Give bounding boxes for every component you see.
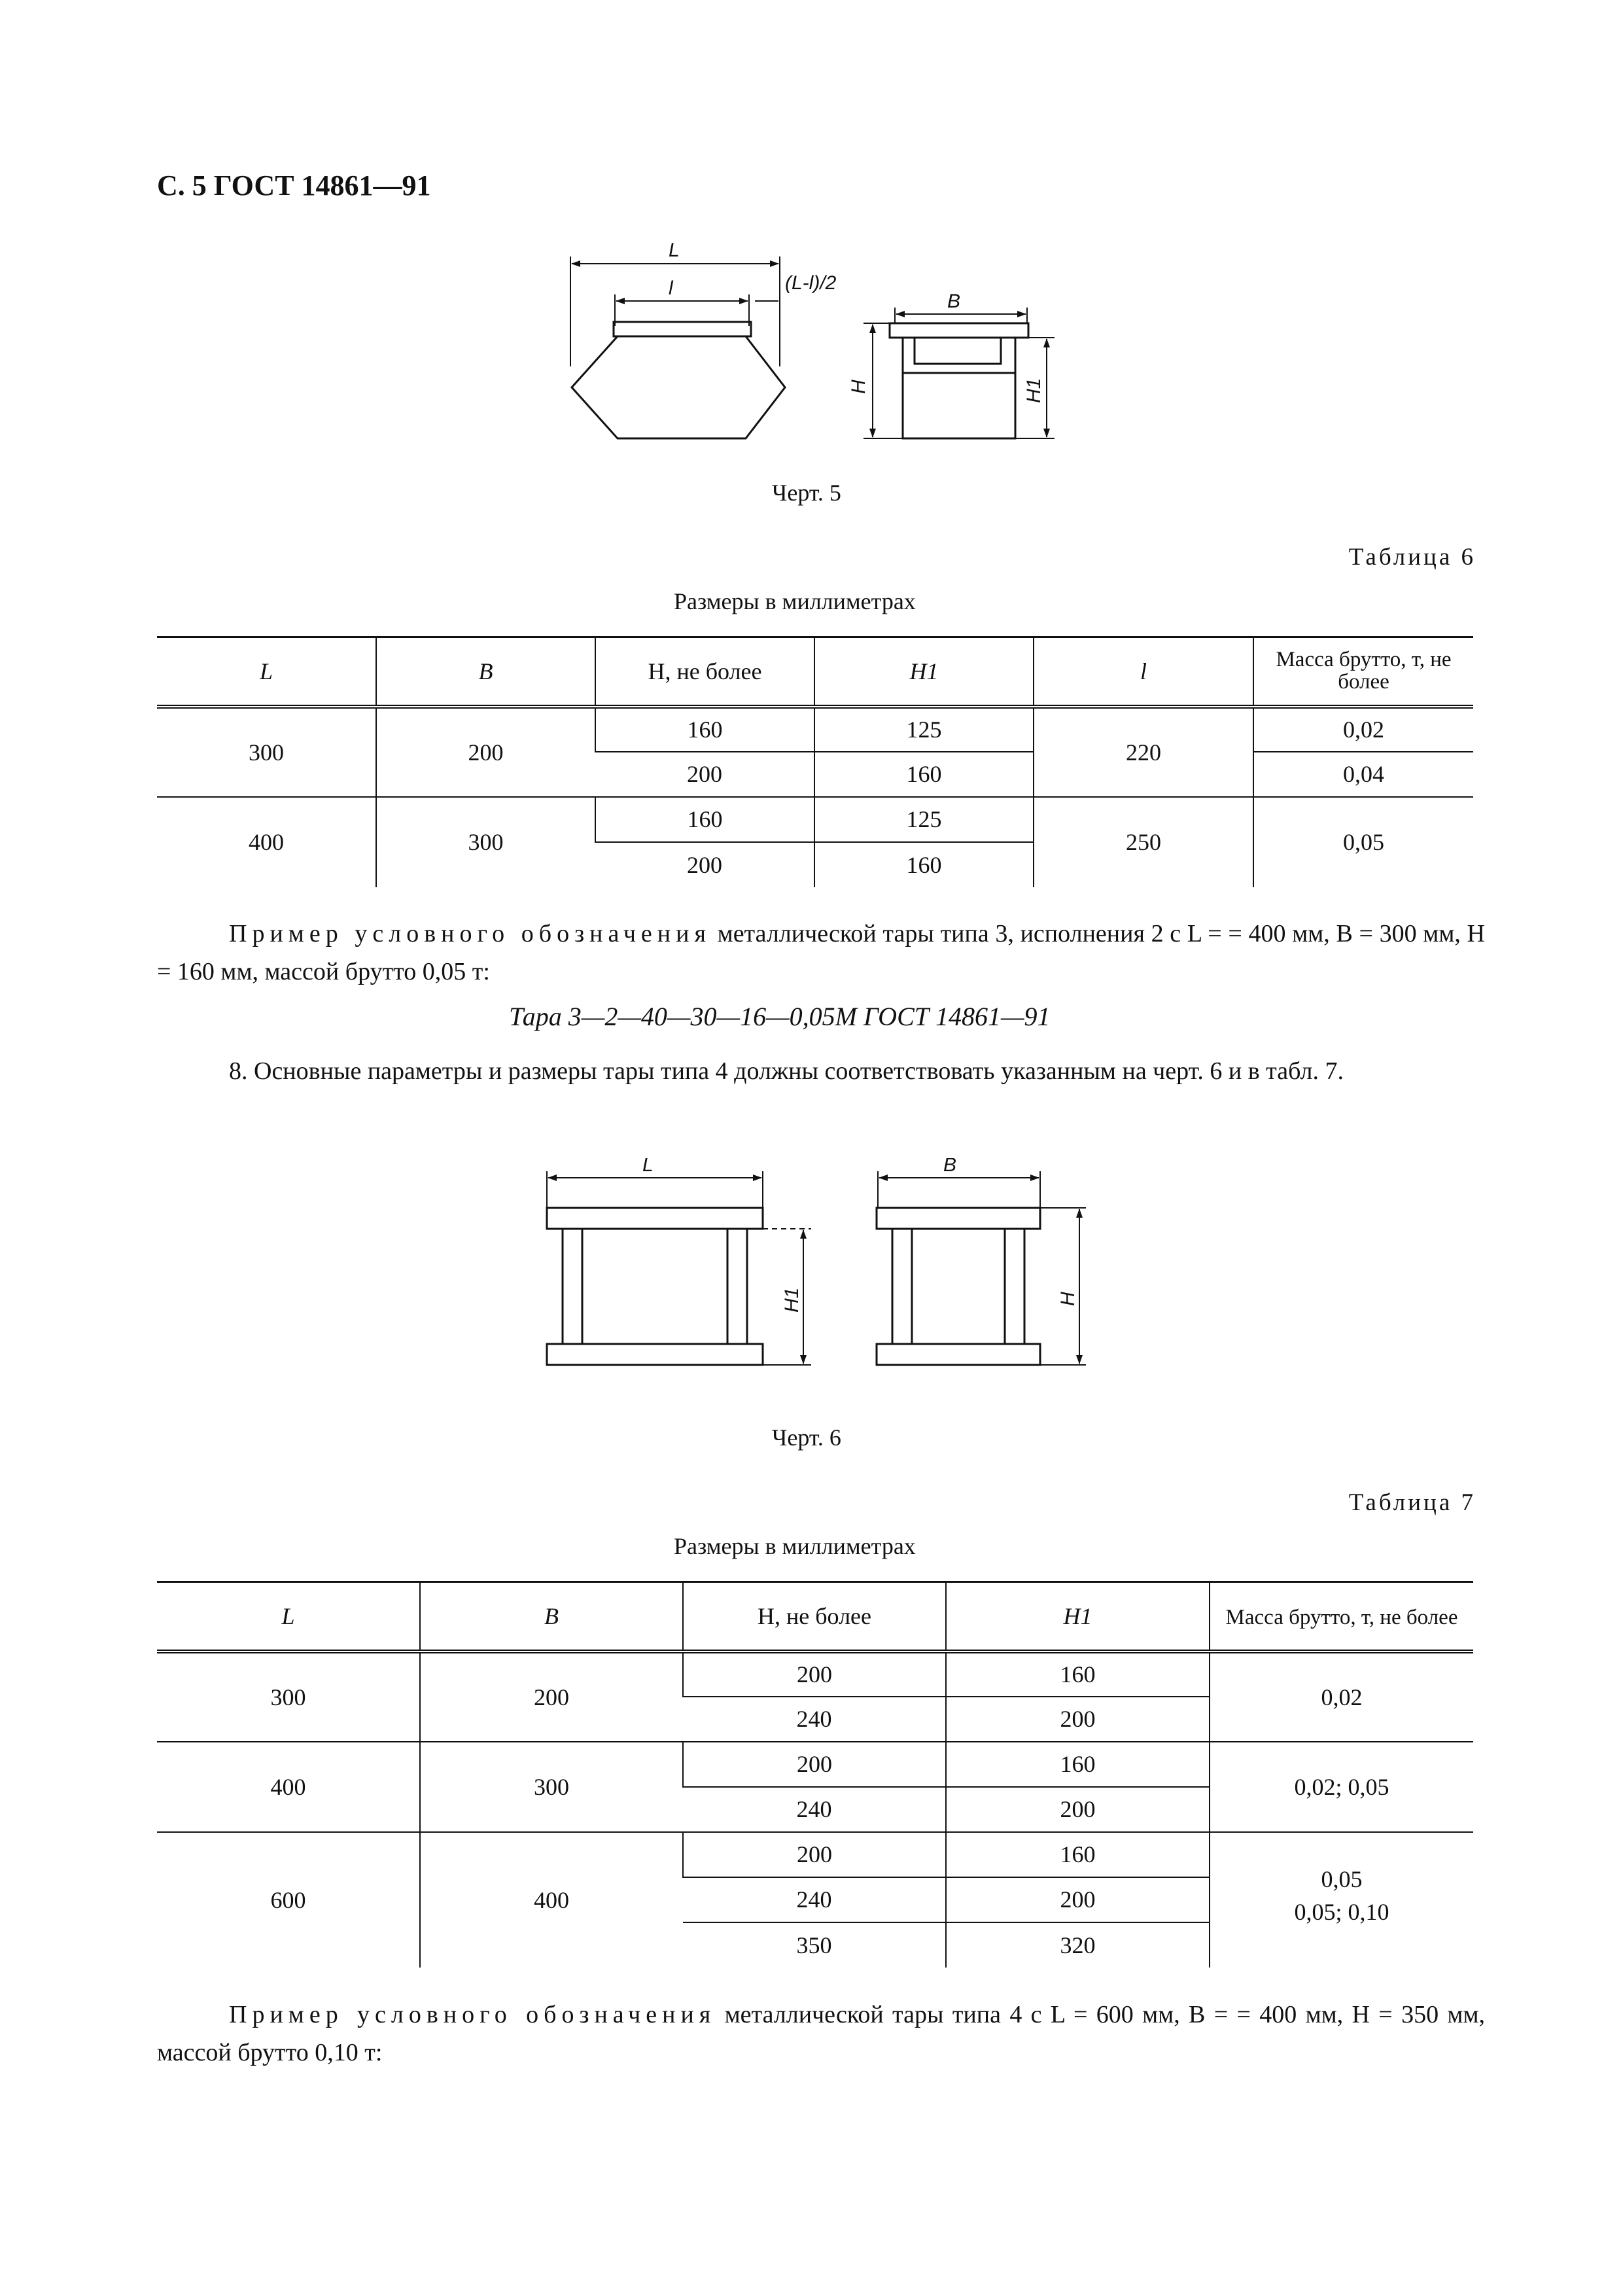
t6-head-B: B: [478, 658, 493, 684]
drawing-5: [563, 242, 1086, 451]
example-3-paragraph: [157, 915, 1485, 991]
dim-H-label: H: [1057, 1292, 1079, 1306]
example-3-text: металлической тары типа 3, исполнения 2 с L = = 400 мм, B = 300 мм, H = 160 мм, массой брутто 0,05 т:: [157, 920, 1485, 985]
table-row: [157, 1742, 1473, 1787]
t6-cell: 300: [249, 739, 284, 766]
t7-head-L: L: [281, 1602, 295, 1629]
dim-B-label: B: [943, 1158, 957, 1176]
t6-cell: 200: [595, 842, 814, 887]
table-7: [157, 1581, 1473, 1968]
table-row: [157, 1651, 1473, 1697]
table-row: [157, 1832, 1473, 1877]
t7-head-H: H, не более: [757, 1602, 871, 1629]
t6-cell: 300: [376, 797, 595, 887]
table-row: [157, 797, 1473, 842]
t7-head-mass: Масса брутто, т, не более: [1225, 1605, 1458, 1629]
table-6: [157, 636, 1473, 887]
t7-cell: 200: [420, 1651, 683, 1742]
t7-cell: 240: [683, 1697, 946, 1742]
t7-cell: 400: [420, 1832, 683, 1968]
t7-cell: 200: [946, 1697, 1210, 1742]
example-3-designation: Тара 3—2—40—30—16—0,05М ГОСТ 14861—91: [509, 1002, 1051, 1031]
t6-cell: 160: [814, 752, 1034, 797]
t7-cell: 160: [946, 1651, 1210, 1697]
t7-cell: 320: [946, 1922, 1210, 1968]
t6-cell: 250: [1034, 797, 1253, 887]
t7-cell: 160: [946, 1832, 1210, 1877]
t7-cell: 350: [683, 1922, 946, 1968]
t7-head-B: B: [544, 1602, 559, 1629]
t6-head-H1: H1: [909, 658, 939, 684]
table-6-units: Размеры в миллиметрах: [674, 588, 916, 614]
dim-H1-label: H1: [1023, 378, 1045, 403]
t7-cell: 400: [157, 1742, 420, 1832]
example-4-paragraph: [157, 1996, 1485, 2072]
example-4-lead: Пример условного обозначения: [229, 2001, 716, 2028]
page-header: С. 5 ГОСТ 14861—91: [157, 169, 431, 202]
example-3-lead: Пример условного обозначения: [229, 920, 711, 947]
t6-cell: 160: [595, 707, 814, 752]
t6-head-mass: Масса брутто, т, не более: [1276, 647, 1452, 694]
t7-cell: 160: [946, 1742, 1210, 1787]
t6-cell: 200: [376, 707, 595, 797]
paragraph-8: 8. Основные параметры и размеры тары типа 4 должны соответствовать указанным на черт. 6 и в табл. 7.: [229, 1057, 1344, 1085]
t7-mass-line: 0,05: [1321, 1865, 1363, 1892]
t6-cell: 125: [814, 797, 1034, 842]
t7-cell: 0,02; 0,05: [1210, 1742, 1473, 1832]
dim-L-label: L: [642, 1158, 654, 1176]
dim-B-label: B: [947, 291, 961, 312]
dim-L-label: L: [669, 242, 680, 261]
t7-cell: 240: [683, 1877, 946, 1922]
drawing-5-caption: Черт. 5: [772, 480, 841, 506]
dim-H1-label: H1: [781, 1287, 803, 1313]
t7-cell: 200: [683, 1832, 946, 1877]
t6-cell: 160: [814, 842, 1034, 887]
table-7-name: Таблица 7: [1348, 1489, 1476, 1516]
t6-cell: 125: [814, 707, 1034, 752]
dim-half-label: (L-l)/2: [785, 272, 837, 294]
t7-cell: 200: [946, 1787, 1210, 1832]
t6-cell: 200: [595, 752, 814, 797]
t6-cell: 0,05: [1253, 797, 1473, 887]
t6-cell: 220: [1034, 707, 1253, 797]
t6-cell: 400: [157, 797, 376, 887]
t7-mass-cell: [1210, 1832, 1473, 1968]
t6-head-L: L: [259, 658, 273, 684]
table-7-units: Размеры в миллиметрах: [674, 1533, 916, 1559]
t7-cell: 200: [946, 1877, 1210, 1922]
t7-cell: 200: [683, 1742, 946, 1787]
example-4-text: металлической тары типа 4 с L = 600 мм, B = = 400 мм, H = 350 мм, массой брутто 0,10 т:: [157, 2001, 1485, 2066]
t6-cell: 0,02: [1253, 707, 1473, 752]
t6-cell: 160: [595, 797, 814, 842]
t7-cell: 300: [420, 1742, 683, 1832]
t6-head-l: l: [1140, 658, 1147, 684]
t7-cell: 300: [270, 1684, 306, 1710]
table-6-name: Таблица 6: [1348, 544, 1476, 571]
t7-mass-line: 0,05; 0,10: [1294, 1898, 1389, 1925]
t7-cell: 200: [683, 1651, 946, 1697]
dim-H-label: H: [848, 380, 869, 394]
table-row: [157, 707, 1473, 752]
t7-cell: 600: [157, 1832, 420, 1968]
t6-cell: 0,04: [1253, 752, 1473, 797]
dim-l-label: l: [669, 277, 673, 299]
drawing-6-caption: Черт. 6: [772, 1424, 841, 1451]
t7-head-H1: H1: [1063, 1602, 1092, 1629]
drawing-6: [536, 1158, 1112, 1394]
t6-head-H: H, не более: [648, 658, 762, 684]
t7-cell: 240: [683, 1787, 946, 1832]
t7-cell: 0,02: [1210, 1651, 1473, 1742]
